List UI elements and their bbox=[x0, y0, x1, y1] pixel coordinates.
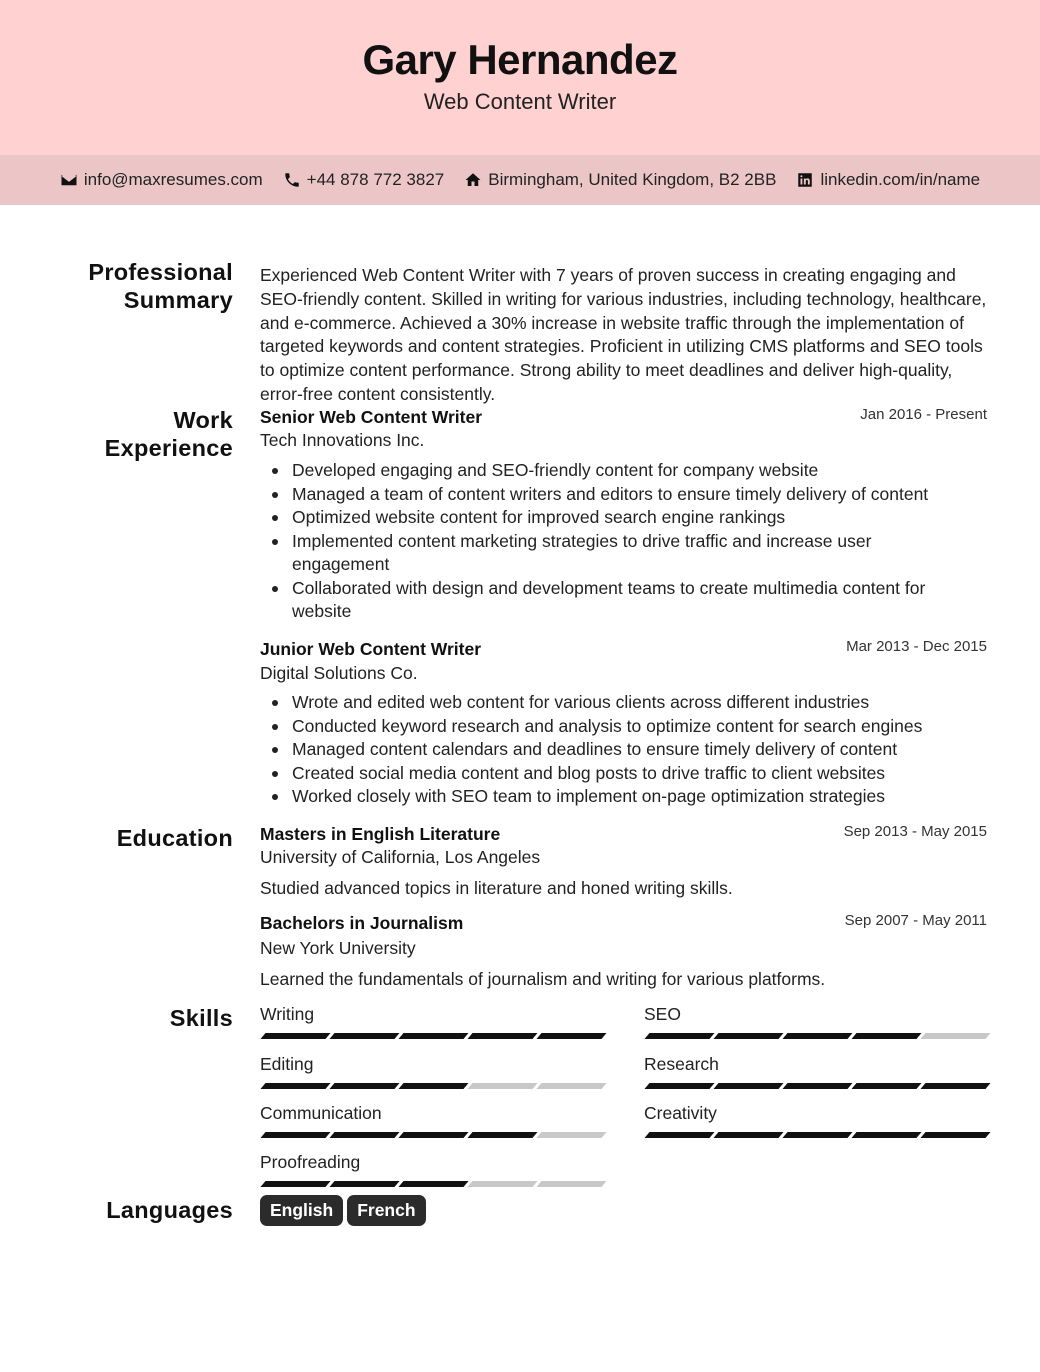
list-item: Worked closely with SEO team to implement on-page optimization strategies bbox=[260, 785, 970, 809]
job-title: Junior Web Content Writer bbox=[260, 639, 482, 659]
section-title-education: Education bbox=[116, 825, 233, 851]
skill-segment-filled bbox=[713, 1033, 783, 1039]
job-dates: Mar 2013 - Dec 2015 bbox=[846, 638, 987, 655]
section-title-work-experience bbox=[0, 406, 233, 462]
skill-label: SEO bbox=[644, 1004, 681, 1024]
skill-segment-filled bbox=[329, 1033, 399, 1039]
skill-segment-filled bbox=[644, 1083, 714, 1089]
skill-segment-empty bbox=[467, 1083, 537, 1089]
skill-item bbox=[644, 1103, 988, 1138]
languages-list bbox=[260, 1195, 430, 1226]
job-bullets bbox=[260, 459, 970, 624]
degree-title: Masters in English Literature bbox=[260, 824, 501, 844]
contact-phone[interactable] bbox=[283, 170, 445, 190]
section-title-line: Experience bbox=[104, 435, 233, 461]
section-title-line: Summary bbox=[123, 287, 233, 313]
language-badge: English bbox=[260, 1195, 343, 1226]
education-description: Studied advanced topics in literature and honed writing skills. bbox=[260, 878, 733, 898]
skill-level-bar bbox=[263, 1033, 604, 1039]
skill-segment-filled bbox=[536, 1033, 606, 1039]
phone-text: +44 878 772 3827 bbox=[306, 170, 445, 189]
email-text: info@maxresumes.com bbox=[83, 170, 263, 189]
skill-label: Writing bbox=[260, 1004, 315, 1024]
envelope-icon bbox=[60, 171, 78, 189]
list-item: Managed a team of content writers and editors to ensure timely delivery of content bbox=[260, 483, 970, 507]
skill-item bbox=[260, 1103, 604, 1138]
skill-segment-filled bbox=[644, 1033, 714, 1039]
linkedin-text: linkedin.com/in/name bbox=[820, 170, 981, 189]
address-text: Birmingham, United Kingdom, B2 2BB bbox=[488, 170, 777, 189]
job-dates: Jan 2016 - Present bbox=[860, 406, 987, 423]
skill-segment-filled bbox=[713, 1083, 783, 1089]
contact-bar bbox=[0, 155, 1040, 205]
skill-segment-filled bbox=[782, 1033, 852, 1039]
skill-segment-filled bbox=[782, 1132, 852, 1138]
resume-header bbox=[0, 0, 1040, 155]
skill-segment-filled bbox=[782, 1083, 852, 1089]
job-title: Senior Web Content Writer bbox=[260, 407, 483, 427]
linkedin-icon bbox=[796, 171, 814, 189]
candidate-name: Gary Hernandez bbox=[362, 36, 678, 83]
candidate-title: Web Content Writer bbox=[423, 89, 617, 114]
section-title-skills: Skills bbox=[169, 1005, 233, 1031]
school-name: New York University bbox=[260, 938, 416, 958]
list-item: Optimized website content for improved search engine rankings bbox=[260, 506, 970, 530]
skill-segment-filled bbox=[260, 1132, 330, 1138]
skill-item bbox=[644, 1054, 988, 1089]
contact-linkedin[interactable] bbox=[796, 170, 980, 190]
skill-label: Proofreading bbox=[260, 1152, 361, 1172]
skill-level-bar bbox=[647, 1083, 988, 1089]
skill-segment-filled bbox=[851, 1083, 921, 1089]
section-title-line: Professional bbox=[88, 259, 233, 285]
skill-segment-filled bbox=[467, 1132, 537, 1138]
job-company: Tech Innovations Inc. bbox=[260, 430, 425, 450]
skill-item bbox=[260, 1054, 604, 1089]
skill-segment-filled bbox=[329, 1132, 399, 1138]
list-item: Wrote and edited web content for various clients across different industries bbox=[260, 691, 970, 715]
list-item: Created social media content and blog posts to drive traffic to client websites bbox=[260, 762, 970, 786]
list-item: Conducted keyword research and analysis to optimize content for search engines bbox=[260, 715, 970, 739]
skill-segment-filled bbox=[398, 1083, 468, 1089]
list-item: Managed content calendars and deadlines to ensure timely delivery of content bbox=[260, 738, 970, 762]
skill-segment-filled bbox=[713, 1132, 783, 1138]
language-badge: French bbox=[347, 1195, 425, 1226]
skill-segment-filled bbox=[398, 1033, 468, 1039]
skill-segment-filled bbox=[851, 1132, 921, 1138]
skill-segment-filled bbox=[329, 1181, 399, 1187]
skill-level-bar bbox=[647, 1033, 988, 1039]
skill-segment-filled bbox=[260, 1181, 330, 1187]
skill-label: Communication bbox=[260, 1103, 382, 1123]
phone-icon bbox=[283, 171, 301, 189]
job-bullets bbox=[260, 691, 970, 809]
skill-segment-filled bbox=[398, 1132, 468, 1138]
school-name: University of California, Los Angeles bbox=[260, 847, 541, 867]
skill-segment-filled bbox=[329, 1083, 399, 1089]
section-title-line: Work bbox=[173, 407, 233, 433]
section-title-summary bbox=[0, 258, 233, 314]
home-icon bbox=[464, 171, 482, 189]
skill-segment-filled bbox=[920, 1083, 990, 1089]
section-title-languages: Languages bbox=[106, 1197, 233, 1223]
summary-text: Experienced Web Content Writer with 7 years of proven success in creating engaging and SEO-friendly content. Skilled in writing for various industries, including technology, healthcare, and e-commerce. Achieved a 30% increase in website traffic through the implementation of targeted keywords and content strategies. Proficient in utilizing CMS platforms and SEO tools to optimize content performance. Strong ability to meet deadlines and deliver high-quality, error-free content consistently. bbox=[260, 265, 987, 404]
skill-segment-filled bbox=[851, 1033, 921, 1039]
list-item: Collaborated with design and development teams to create multimedia content for website bbox=[260, 577, 970, 624]
contact-email[interactable] bbox=[60, 170, 263, 190]
skill-item bbox=[644, 1004, 988, 1039]
skill-item bbox=[260, 1152, 604, 1187]
contact-address bbox=[464, 170, 776, 190]
skill-item bbox=[260, 1004, 604, 1039]
skill-level-bar bbox=[647, 1132, 988, 1138]
job-company: Digital Solutions Co. bbox=[260, 663, 418, 683]
skill-label: Research bbox=[644, 1054, 719, 1074]
skill-level-bar bbox=[263, 1132, 604, 1138]
skill-segment-filled bbox=[260, 1083, 330, 1089]
skill-segment-empty bbox=[920, 1033, 990, 1039]
skill-level-bar bbox=[263, 1181, 604, 1187]
skill-segment-empty bbox=[536, 1083, 606, 1089]
skill-segment-filled bbox=[467, 1033, 537, 1039]
education-dates: Sep 2007 - May 2011 bbox=[844, 912, 987, 929]
skill-segment-filled bbox=[644, 1132, 714, 1138]
list-item: Developed engaging and SEO-friendly content for company website bbox=[260, 459, 970, 483]
skill-segment-filled bbox=[920, 1132, 990, 1138]
education-dates: Sep 2013 - May 2015 bbox=[843, 823, 987, 840]
degree-title: Bachelors in Journalism bbox=[260, 913, 464, 933]
list-item: Implemented content marketing strategies to drive traffic and increase user engagement bbox=[260, 530, 970, 577]
skill-segment-filled bbox=[260, 1033, 330, 1039]
skill-segment-filled bbox=[398, 1181, 468, 1187]
education-description: Learned the fundamentals of journalism and writing for various platforms. bbox=[260, 969, 826, 989]
skill-segment-empty bbox=[536, 1181, 606, 1187]
skill-label: Editing bbox=[260, 1054, 314, 1074]
skill-label: Creativity bbox=[644, 1103, 717, 1123]
skill-segment-empty bbox=[467, 1181, 537, 1187]
skill-segment-empty bbox=[536, 1132, 606, 1138]
skill-level-bar bbox=[263, 1083, 604, 1089]
